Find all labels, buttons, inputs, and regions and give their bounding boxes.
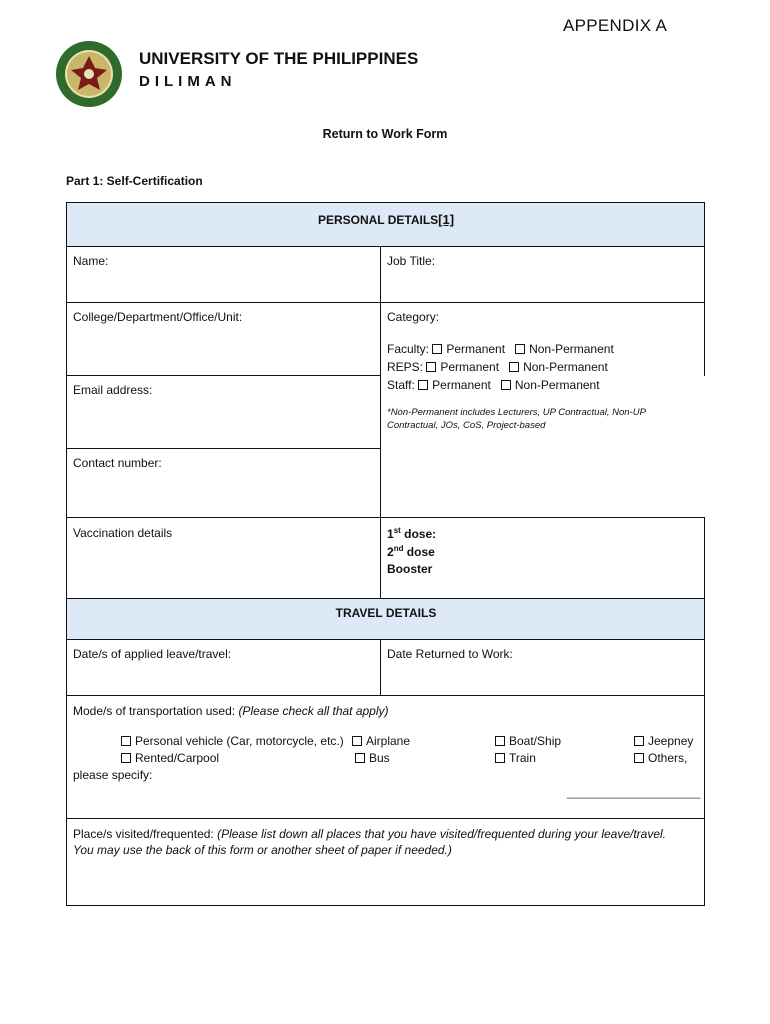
others-checkbox[interactable] xyxy=(634,753,644,763)
personal-details-header xyxy=(67,203,705,246)
option-airplane: Airplane xyxy=(352,734,410,748)
boat-checkbox[interactable] xyxy=(495,736,505,746)
staff-nonpermanent-checkbox[interactable] xyxy=(501,380,511,390)
appendix-label: APPENDIX A xyxy=(563,16,668,35)
faculty-nonpermanent-label: Non-Permanent xyxy=(529,342,614,356)
contact-field[interactable] xyxy=(67,472,379,514)
staff-permanent-label: Permanent xyxy=(432,378,491,392)
train-checkbox[interactable] xyxy=(495,753,505,763)
job-title-field[interactable] xyxy=(382,270,702,300)
footnote-link[interactable]: [1] xyxy=(438,212,455,227)
personal-details-title: PERSONAL DETAILS xyxy=(317,213,439,227)
college-label: College/Department/Office/Unit: xyxy=(73,310,243,324)
category-label: Category: xyxy=(387,310,440,324)
option-rented: Rented/Carpool xyxy=(121,751,219,765)
travel-dates-label: Date/s of applied leave/travel: xyxy=(73,647,232,661)
travel-details-title: TRAVEL DETAILS xyxy=(335,606,437,620)
places-visited-label: Place/s visited/frequented: (Please list down all places that you have visited/frequented during your leave/travel. You may use the back of this form or another sheet of paper if needed.) xyxy=(73,827,667,857)
university-name: UNIVERSITY OF THE PHILIPPINES xyxy=(139,49,419,68)
rented-checkbox[interactable] xyxy=(121,753,131,763)
reps-row xyxy=(387,360,608,374)
airplane-checkbox[interactable] xyxy=(352,736,362,746)
part-title: Part 1: Self-Certification xyxy=(66,174,203,188)
email-label: Email address: xyxy=(73,383,153,397)
second-dose-label: 2nd dose xyxy=(387,544,435,559)
faculty-nonpermanent-checkbox[interactable] xyxy=(515,344,525,354)
date-returned-field[interactable] xyxy=(382,663,702,693)
faculty-label: Faculty: xyxy=(387,342,430,356)
bus-checkbox[interactable] xyxy=(355,753,365,763)
reps-permanent-checkbox[interactable] xyxy=(426,362,436,372)
name-field[interactable] xyxy=(67,270,379,300)
staff-row xyxy=(387,378,600,392)
campus-name: DILIMAN xyxy=(139,73,237,90)
reps-label: REPS: xyxy=(387,360,424,374)
specify-label: please specify: xyxy=(73,768,153,782)
option-others: Others, xyxy=(634,751,687,765)
jeepney-checkbox[interactable] xyxy=(634,736,644,746)
personal-vehicle-checkbox[interactable] xyxy=(121,736,131,746)
travel-dates-field[interactable] xyxy=(67,663,379,693)
transport-mode-label: Mode/s of transportation used: (Please check all that apply) xyxy=(73,704,389,718)
faculty-permanent-label: Permanent xyxy=(446,342,506,356)
faculty-row xyxy=(387,342,614,356)
name-label: Name: xyxy=(73,254,109,268)
date-returned-label: Date Returned to Work: xyxy=(387,647,513,661)
vaccination-label: Vaccination details xyxy=(73,526,173,540)
option-train: Train xyxy=(495,751,536,765)
non-permanent-note: *Non-Permanent includes Lecturers, UP Contractual, Non-UP Contractual, JOs, CoS, Project-based xyxy=(387,407,646,431)
option-boat: Boat/Ship xyxy=(495,734,561,748)
staff-label: Staff: xyxy=(387,378,415,392)
reps-nonpermanent-label: Non-Permanent xyxy=(523,360,608,374)
email-field[interactable] xyxy=(67,399,379,445)
specify-line[interactable]: ____________________ xyxy=(567,785,701,799)
college-field[interactable] xyxy=(67,326,379,372)
booster-label: Booster xyxy=(387,562,433,576)
contact-label: Contact number: xyxy=(73,456,162,470)
option-personal-vehicle: Personal vehicle (Car, motorcycle, etc.) xyxy=(121,734,344,748)
first-dose-label: 1st dose: xyxy=(387,526,437,541)
reps-nonpermanent-checkbox[interactable] xyxy=(509,362,519,372)
faculty-permanent-checkbox[interactable] xyxy=(432,344,442,354)
staff-nonpermanent-label: Non-Permanent xyxy=(514,378,600,392)
reps-permanent-label: Permanent xyxy=(440,360,500,374)
option-jeepney: Jeepney xyxy=(634,734,693,748)
form-title: Return to Work Form xyxy=(322,127,448,141)
option-bus: Bus xyxy=(355,751,390,765)
staff-permanent-checkbox[interactable] xyxy=(418,380,428,390)
university-seal-logo xyxy=(55,40,123,108)
job-title-label: Job Title: xyxy=(387,254,436,268)
places-visited-field[interactable] xyxy=(67,862,703,904)
travel-details-header xyxy=(67,598,705,640)
